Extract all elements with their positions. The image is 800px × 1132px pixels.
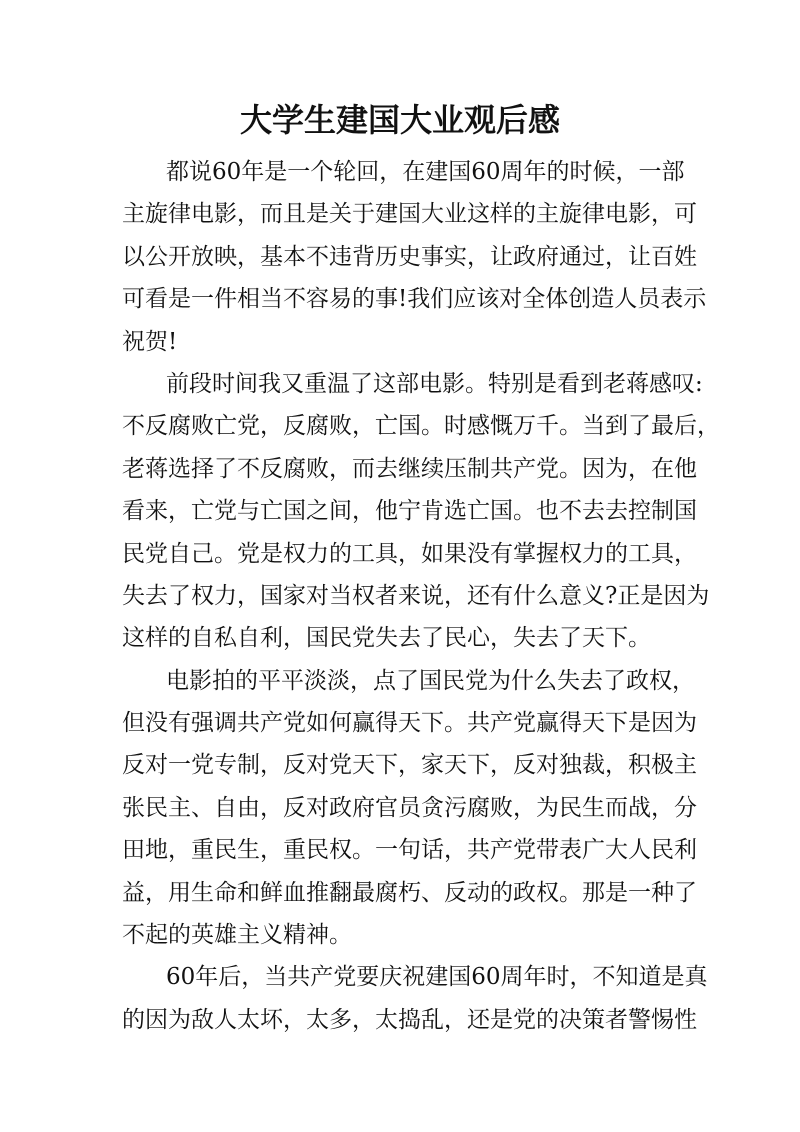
paragraph-2-line: 失去了权力，国家对当权者来说，还有什么意义?正是因为 <box>122 582 710 609</box>
paragraph-1-line: 主旋律电影，而且是关于建国大业这样的主旋律电影，可 <box>122 201 697 228</box>
paragraph-1-line: 祝贺! <box>122 328 178 355</box>
paragraph-4-line: 的因为敌人太坏，太多，太捣乱，还是党的决策者警惕性 <box>122 1006 697 1033</box>
paragraph-3-line: 反对一党专制，反对党天下，家天下，反对独裁，积极主 <box>122 752 697 779</box>
paragraph-3-line: 不起的英雄主义精神。 <box>122 922 352 949</box>
paragraph-2-line: 老蒋选择了不反腐败，而去继续压制共产党。因为，在他 <box>122 455 697 482</box>
paragraph-3-line: 田地，重民生，重民权。一句话，共产党带表广大人民利 <box>122 837 697 864</box>
paragraph-1-line: 都说60年是一个轮回，在建国60周年的时候，一部 <box>166 159 685 185</box>
paragraph-3-line: 电影拍的平平淡淡，点了国民党为什么失去了政权， <box>166 667 695 694</box>
document-body <box>122 151 720 1041</box>
paragraph-2-line: 不反腐败亡党，反腐败，亡国。时感慨万千。当到了最后， <box>122 413 720 440</box>
paragraph-2-line: 民党自己。党是权力的工具，如果没有掌握权力的工具， <box>122 540 697 567</box>
paragraph-2-line: 看来，亡党与亡国之间，他宁肯选亡国。也不去去控制国 <box>122 498 697 525</box>
paragraph-3-line: 但没有强调共产党如何赢得天下。共产党赢得天下是因为 <box>122 710 697 737</box>
paragraph-4-line: 60年后，当共产党要庆祝建国60周年时，不知道是真 <box>166 964 708 991</box>
paragraph-2-line: 前段时间我又重温了这部电影。特别是看到老蒋感叹: <box>166 370 703 397</box>
paragraph-1-line: 以公开放映，基本不违背历史事实，让政府通过，让百姓 <box>122 243 697 270</box>
paragraph-3-line: 益，用生命和鲜血推翻最腐朽、反动的政权。那是一种了 <box>122 879 697 906</box>
document-title: 大学生建国大业观后感 <box>239 101 560 139</box>
paragraph-2-line: 这样的自私自利，国民党失去了民心，失去了天下。 <box>122 625 651 652</box>
paragraph-1-line: 可看是一件相当不容易的事!我们应该对全体创造人员表示 <box>122 286 707 313</box>
paragraph-3-line: 张民主、自由，反对政府官员贪污腐败，为民生而战，分 <box>122 794 697 821</box>
